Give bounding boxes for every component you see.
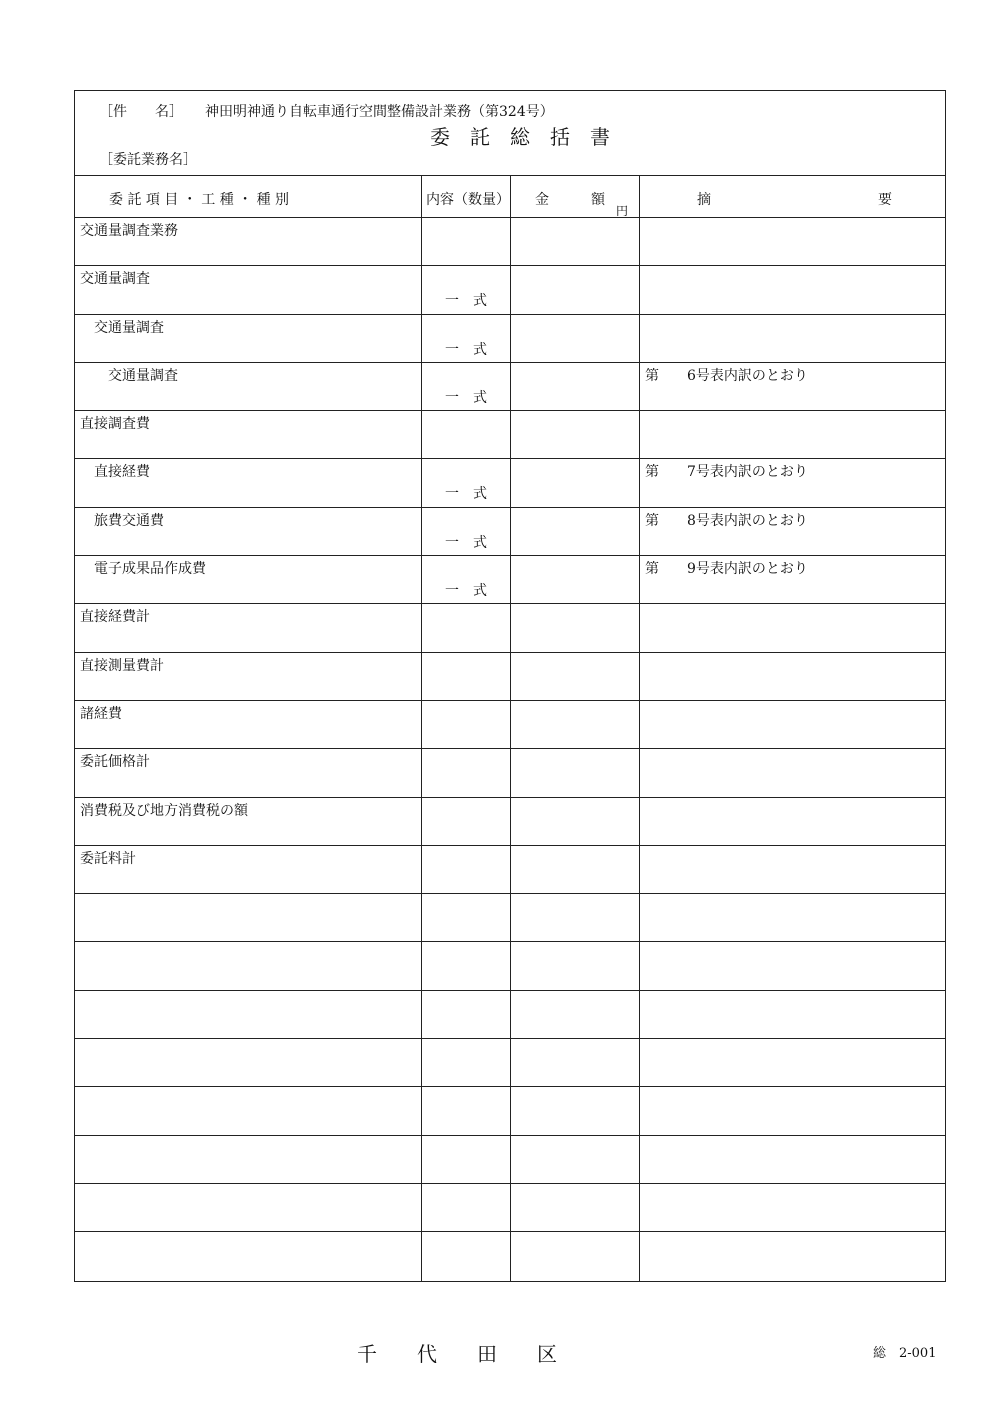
- row-quantity: 一 式: [445, 486, 487, 503]
- row-item-name: 委託価格計: [80, 754, 150, 771]
- row-item-name: 直接測量費計: [80, 657, 164, 674]
- table-row: [75, 459, 945, 507]
- summary-sheet: [74, 90, 946, 1282]
- table-row: [75, 411, 945, 459]
- row-item-name: 直接経費: [80, 464, 150, 481]
- table-row: [75, 315, 945, 363]
- table-row: [75, 749, 945, 797]
- form-code: 総 2-001: [873, 1346, 937, 1361]
- table-body: [75, 218, 945, 1281]
- sheet-header: [75, 91, 945, 176]
- row-item-name: 電子成果品作成費: [80, 561, 206, 578]
- table-row: [75, 218, 945, 266]
- subject-label: ［件 名］: [99, 104, 183, 120]
- row-item-name: 直接経費計: [80, 609, 150, 626]
- row-quantity: 一 式: [445, 389, 487, 406]
- row-item-name: 交通量調査: [80, 271, 150, 288]
- row-note: 第 9号表内訳のとおり: [645, 561, 808, 578]
- table-row: [75, 1039, 945, 1087]
- row-note: 第 6号表内訳のとおり: [645, 367, 808, 384]
- table-row: [75, 653, 945, 701]
- col-header-note-2: 要: [878, 192, 892, 208]
- table-row: [75, 1087, 945, 1135]
- row-note: 第 7号表内訳のとおり: [645, 464, 808, 481]
- table-row: [75, 798, 945, 846]
- col-header-amount: 金 額: [535, 192, 605, 208]
- row-item-name: 委託料計: [80, 850, 136, 867]
- row-item-name: 旅費交通費: [80, 512, 164, 529]
- table-row: [75, 604, 945, 652]
- row-quantity: 一 式: [445, 534, 487, 551]
- table-row: [75, 1136, 945, 1184]
- table-row: [75, 363, 945, 411]
- col-header-item: 委 託 項 目 ・ 工 種 ・ 種 別: [109, 192, 290, 208]
- table-row: [75, 266, 945, 314]
- col-header-note-1: 摘: [697, 192, 711, 208]
- table-row: [75, 846, 945, 894]
- document-title: 委 託 総 括 書: [430, 125, 610, 149]
- table-row: [75, 1184, 945, 1232]
- row-quantity: 一 式: [445, 583, 487, 600]
- row-item-name: 直接調査費: [80, 416, 150, 433]
- footer-organization: 千 代 田 区: [357, 1342, 557, 1366]
- col-header-yen-unit: 円: [616, 204, 629, 218]
- table-row: [75, 556, 945, 604]
- table-row: [75, 942, 945, 990]
- table-row: [75, 508, 945, 556]
- row-item-name: 消費税及び地方消費税の額: [80, 802, 248, 819]
- table-row: [75, 701, 945, 749]
- row-item-name: 交通量調査: [80, 319, 164, 336]
- row-quantity: 一 式: [445, 341, 487, 358]
- table-row: [75, 991, 945, 1039]
- row-quantity: 一 式: [445, 293, 487, 310]
- subject-value: 神田明神通り自転車通行空間整備設計業務（第324号）: [205, 104, 554, 120]
- row-item-name: 交通量調査: [80, 367, 178, 384]
- table-row: [75, 894, 945, 942]
- row-item-name: 交通量調査業務: [80, 223, 178, 239]
- task-name-label: ［委託業務名］: [99, 152, 197, 168]
- row-note: 第 8号表内訳のとおり: [645, 512, 808, 529]
- row-item-name: 諸経費: [80, 705, 122, 722]
- table-row: [75, 1232, 945, 1280]
- col-header-qty: 内容（数量）: [426, 192, 510, 208]
